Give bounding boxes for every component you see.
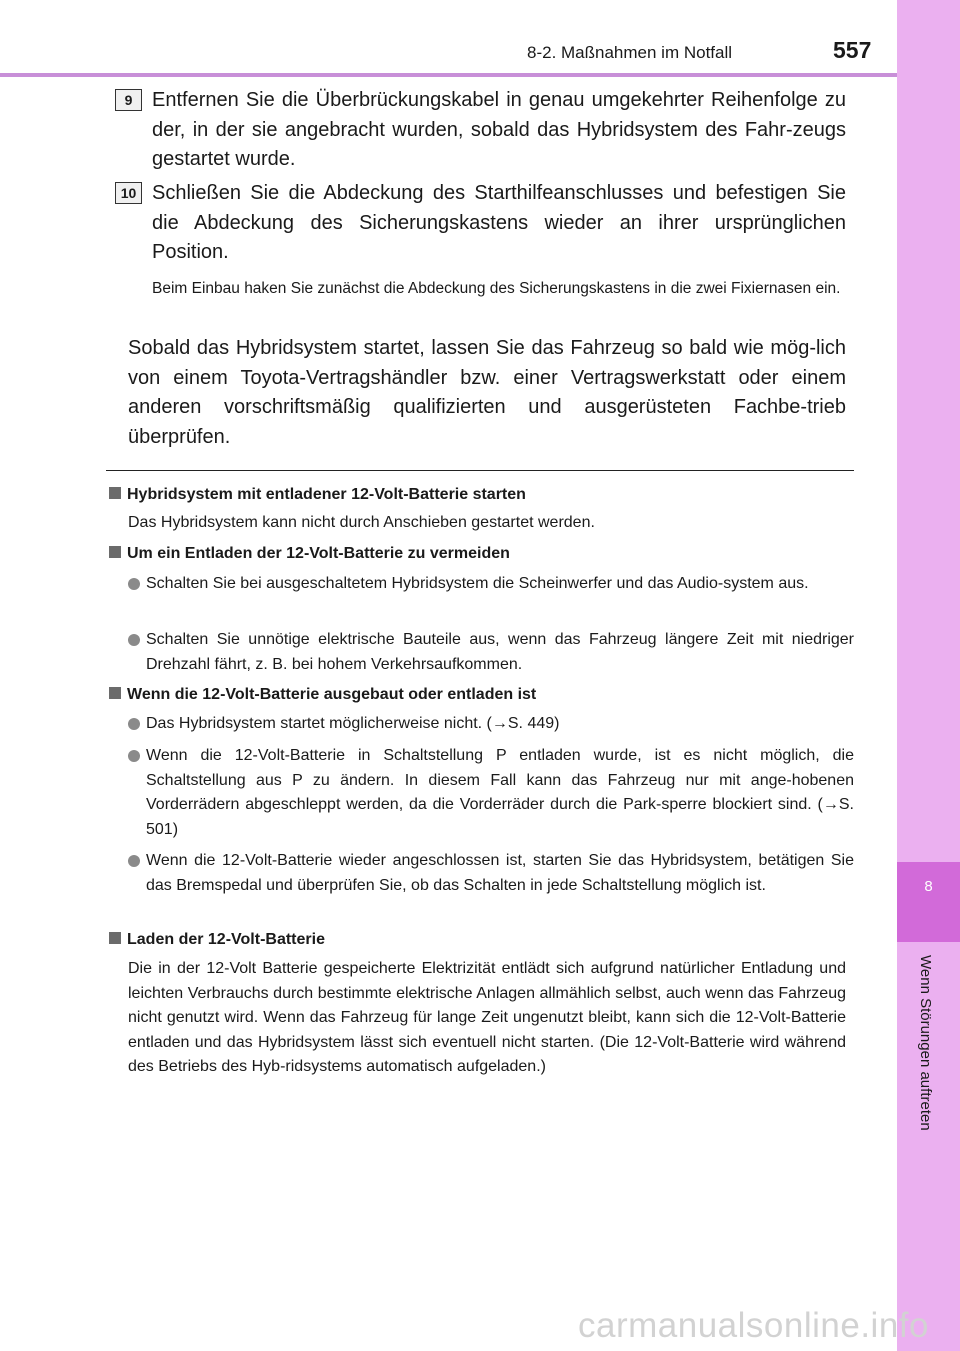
square-bullet-icon	[109, 546, 121, 558]
section-title: 8-2. Maßnahmen im Notfall	[527, 43, 733, 62]
chapter-title: Wenn Störungen auftreten	[917, 955, 934, 1131]
section-body: Die in der 12-Volt Batterie gespeicherte Elektrizität entlädt sich aufgrund natürlicher Entladung und leichten Verbrauchs durch bestimmte elektrische Anlagen allmählich selbst, auch wenn das Fahrzeug nicht genutzt wird. Wenn das Fahrzeug für lange Zeit ungenutzt bleibt, kann sich die 12-Volt-Batterie entladen und das Hybridsystem lässt sich eventuell nicht starten. (Die 12-Volt-Batterie wird während des Betriebs des Hyb-ridsystems automatisch aufgeladen.)	[128, 960, 846, 1075]
step-9-text: Entfernen Sie die Überbrückungskabel in genau umgekehrter Reihenfolge zu der, in der sie angebracht wurden, sobald das Hybridsystem des Fahr-zeugs gestartet wurde.	[152, 89, 846, 170]
step-number-badge: 10	[115, 182, 142, 204]
chapter-tab-active	[897, 862, 960, 942]
page-number: 557	[833, 37, 872, 63]
step-10-text: Schließen Sie die Abdeckung des Starthilfeanschlusses und befestigen Sie die Abdeckung des Sicherungskastens wieder an ihrer ursprünglichen Position.	[152, 182, 846, 263]
circle-bullet-icon	[128, 634, 140, 646]
section-heading: Hybridsystem mit entladener 12-Volt-Batterie starten	[109, 484, 526, 506]
watermark: carmanualsonline.info	[578, 1306, 929, 1345]
list-item: Wenn die 12-Volt-Batterie in Schaltstellung P entladen wurde, ist es nicht möglich, die Schaltstellung aus P zu ändern. In diesem Fall kann das Fahrzeug nur mit ange-hobenen Vorderrädern abgeschleppt werden, da die Vorderräder durch die Park-sperre blockiert sind. (→S. 501)	[128, 744, 854, 842]
square-bullet-icon	[109, 687, 121, 699]
list-item: Das Hybridsystem startet möglicherweise nicht. (→S. 449)	[128, 712, 854, 737]
list-item: Schalten Sie bei ausgeschaltetem Hybridsystem die Scheinwerfer und das Audio-system aus.	[128, 572, 854, 597]
list-item: Wenn die 12-Volt-Batterie wieder angeschlossen ist, starten Sie das Hybridsystem, betätigen Sie das Bremspedal und überprüfen Sie, ob das Schalten in jede Schaltstellung möglich ist.	[128, 849, 854, 898]
section-divider	[106, 470, 854, 471]
circle-bullet-icon	[128, 718, 140, 730]
circle-bullet-icon	[128, 578, 140, 590]
section-heading: Laden der 12-Volt-Batterie	[109, 929, 325, 951]
square-bullet-icon	[109, 487, 121, 499]
section-body: Das Hybridsystem kann nicht durch Anschieben gestartet werden.	[128, 514, 595, 531]
list-item: Schalten Sie unnötige elektrische Bauteile aus, wenn das Fahrzeug längere Zeit mit niedriger Drehzahl fährt, z. B. bei hohem Verkehrsaufkommen.	[128, 628, 854, 677]
section-heading: Wenn die 12-Volt-Batterie ausgebaut oder entladen ist	[109, 684, 536, 706]
chapter-number: 8	[924, 878, 933, 895]
circle-bullet-icon	[128, 750, 140, 762]
step-number-badge: 9	[115, 89, 142, 111]
section-heading: Um ein Entladen der 12-Volt-Batterie zu vermeiden	[109, 543, 510, 565]
square-bullet-icon	[109, 932, 121, 944]
closing-paragraph: Sobald das Hybridsystem startet, lassen Sie das Fahrzeug so bald wie mög-lich von einem Toyota-Vertragshändler bzw. einer Vertragswerkstatt oder einem anderen vorschriftsmäßig qualifizierten und ausgerüsteten Fachbe-trieb überprüfen.	[128, 337, 846, 448]
step-10-note: Beim Einbau haken Sie zunächst die Abdeckung des Sicherungskastens in die zwei Fixiernasen ein.	[152, 280, 841, 297]
circle-bullet-icon	[128, 855, 140, 867]
chapter-tab	[897, 0, 960, 1351]
header-divider	[0, 73, 897, 77]
